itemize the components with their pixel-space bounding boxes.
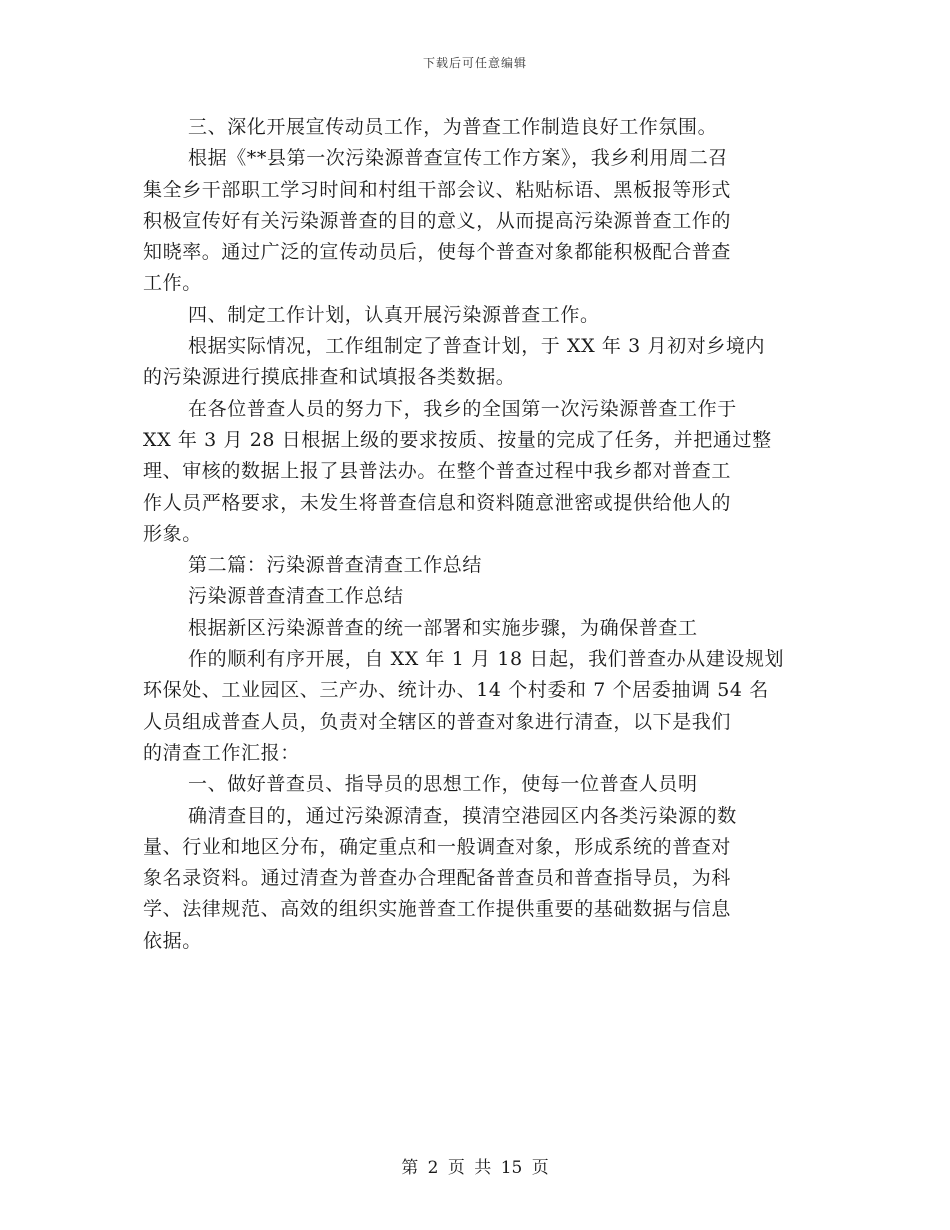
paragraph-line: 形象。 <box>143 522 202 545</box>
paragraph-line: 确清查目的，通过污染源清查，摸清空港园区内各类污染源的数 <box>188 804 737 827</box>
header-note: 下载后可任意编辑 <box>422 56 527 70</box>
paragraph-line: 根据《**县第一次污染源普查宣传工作方案》，我乡利用周二召 <box>188 147 728 170</box>
paragraph-line: 在各位普查人员的努力下，我乡的全国第一次污染源普查工作于 <box>188 397 737 420</box>
section-heading: 第二篇：污染源普查清查工作总结 <box>188 554 483 577</box>
paragraph-line: 的污染源进行摸底排查和试填报各类数据。 <box>143 366 516 389</box>
paragraph-line: 根据新区污染源普查的统一部署和实施步骤，为确保普查工 <box>188 616 698 639</box>
paragraph-line: XX 年 3 月 28 日根据上级的要求按质、按量的完成了任务，并把通过整 <box>143 428 772 451</box>
paragraph-line: 学、法律规范、高效的组织实施普查工作提供重要的基础数据与信息 <box>143 898 732 921</box>
paragraph-line: 集全乡干部职工学习时间和村组干部会议、粘贴标语、黑板报等形式 <box>143 178 732 201</box>
paragraph-line: 人员组成普查人员，负责对全辖区的普查对象进行清查，以下是我们 <box>143 710 732 733</box>
paragraph-line: 工作。 <box>143 272 202 295</box>
paragraph-line: 四、制定工作计划，认真开展污染源普查工作。 <box>188 303 600 326</box>
paragraph-line: 作的顺利有序开展，自 XX 年 1 月 18 日起，我们普查办从建设规划 <box>188 648 785 671</box>
page-number: 第 2 页 共 15 页 <box>401 1158 549 1178</box>
paragraph-line: 量、行业和地区分布，确定重点和一般调查对象，形成系统的普查对 <box>143 835 732 858</box>
paragraph-line: 象名录资料。通过清查为普查办合理配备普查员和普查指导员，为科 <box>143 867 732 890</box>
paragraph-line: 理、审核的数据上报了县普法办。在整个普查过程中我乡都对普查工 <box>143 460 732 483</box>
paragraph-line: 作人员严格要求，未发生将普查信息和资料随意泄密或提供给他人的 <box>143 491 732 514</box>
paragraph-line: 知晓率。通过广泛的宣传动员后，使每个普查对象都能积极配合普查 <box>143 241 732 264</box>
document-body <box>143 112 811 957</box>
paragraph-line: 依据。 <box>143 929 202 952</box>
paragraph-line: 的清查工作汇报： <box>143 741 300 764</box>
paragraph-line: 环保处、工业园区、三产办、统计办、14 个村委和 7 个居委抽调 54 名 <box>143 679 769 702</box>
section-title: 污染源普查清查工作总结 <box>188 585 404 608</box>
paragraph-line: 三、深化开展宣传动员工作，为普查工作制造良好工作氛围。 <box>188 116 718 138</box>
paragraph-line: 积极宣传好有关污染源普查的目的意义，从而提高污染源普查工作的 <box>143 209 732 232</box>
paragraph-line: 根据实际情况，工作组制定了普查计划，于 XX 年 3 月初对乡境内 <box>188 335 766 358</box>
paragraph-line: 一、做好普查员、指导员的思想工作，使每一位普查人员明 <box>188 773 698 796</box>
